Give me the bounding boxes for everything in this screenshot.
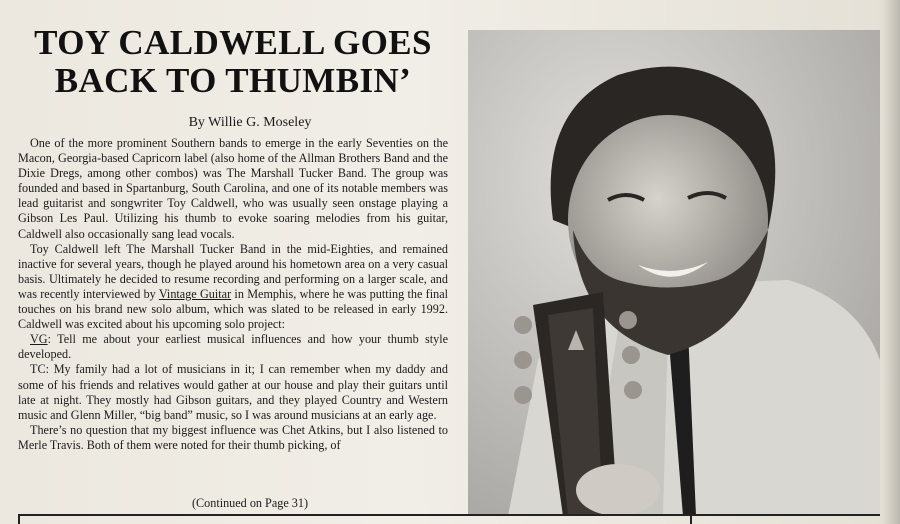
headline-line-1: TOY CALDWELL GOES	[34, 23, 432, 62]
bottom-divider	[690, 514, 692, 524]
paragraph-intro: One of the more prominent Southern bands to emerge in the early Seventies on the Macon, Georgia-based Capricorn label (also home of the Allman Brothers Band and the Dixie Dregs, among other combos) was The Marshall Tucker Band. The group was founded and based in Spartanburg, South Carolina, and one of its notable members was lead guitarist and songwriter Toy Caldwell, who was usually seen onstage playing a Gibson Les Paul. Utilizing his thumb to evoke soaring melodies from his guitar, Caldwell also occasionally sang lead vocals.	[18, 136, 448, 241]
page-edge-shadow	[882, 0, 900, 524]
portrait-photo	[468, 30, 880, 516]
answer-1: TC: My family had a lot of musicians in it; I can remember when my daddy and some of his friends and relatives would gather at our house and play their guitars until late at night. They mostly had Gibson guitars, and they played Country and Western music and Glenn Miller, “big band” music, so I was around musicians at an early age.	[18, 362, 448, 422]
headline-line-2: BACK TO THUMBIN’	[54, 61, 412, 100]
paragraph-return-text-a: Toy Caldwell left The Marshall Tucker Band in the mid-Eighties, and remained inactive for several years, though he played around his hometown area on a very casual basis. Ultimately he decided to resume recording and performing on a larger scale, and was recently interviewed by	[18, 241, 448, 301]
magazine-name: Vintage Guitar	[158, 286, 232, 301]
headline	[10, 24, 456, 100]
question-1	[18, 332, 448, 362]
article-body	[18, 136, 448, 453]
portrait-illustration	[468, 30, 880, 516]
bottom-border	[18, 514, 880, 524]
byline: By Willie G. Moseley	[188, 115, 312, 130]
speaker-vg: VG	[30, 332, 48, 347]
paragraph-return-text-b: in Memphis, where he was putting the final touches on his brand new solo album, which was slated to be released in early 1992. Caldwell was excited about his upcoming solo project:	[18, 286, 449, 332]
paragraph-return	[18, 242, 448, 333]
hand	[576, 464, 660, 516]
question-1-text: : Tell me about your earliest musical influences and how your thumb style developed.	[18, 332, 448, 362]
paragraph-influence: There’s no question that my biggest influence was Chet Atkins, but I also listened to Merle Travis. Both of them were noted for their thumb picking, of	[18, 422, 448, 452]
continued-note: (Continued on Page 31)	[191, 496, 309, 510]
